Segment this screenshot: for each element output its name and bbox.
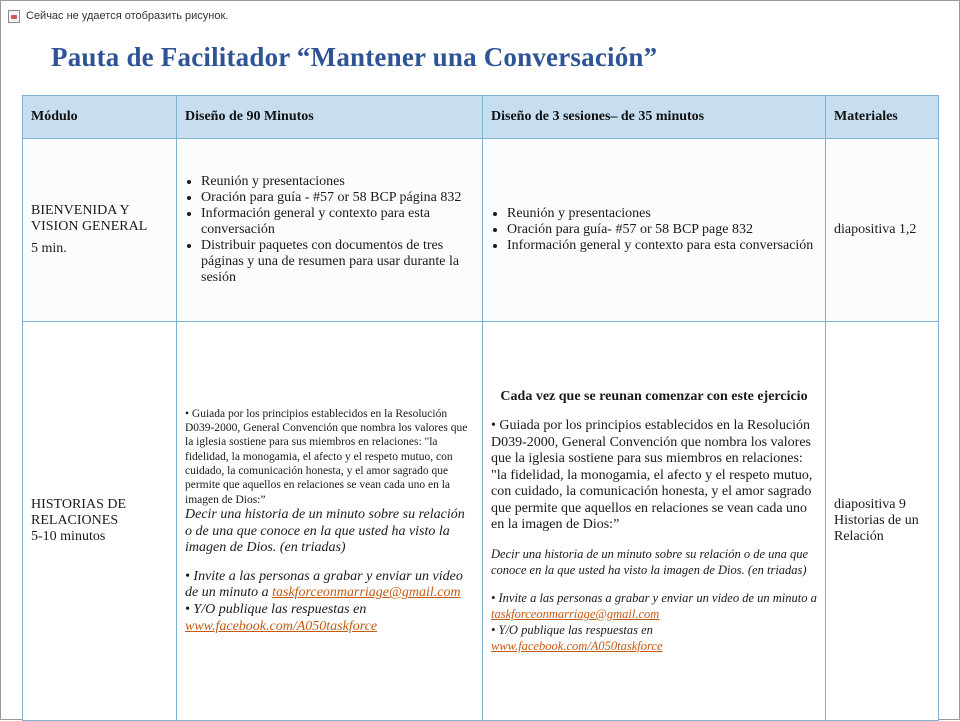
design-90-cell <box>177 322 483 721</box>
invite-text <box>185 569 474 602</box>
facilitator-table <box>22 95 939 721</box>
email-link[interactable]: taskforceonmarriage@gmail.com <box>272 585 461 601</box>
module-cell <box>23 322 177 721</box>
publish-text <box>185 602 474 635</box>
table-header-row <box>23 96 939 139</box>
principles-text: • Guiada por los principios establecidos en la Resolución D039-2000, General Convención que nombra los valores que la iglesia sostiene para sus miembros en relaciones: "la fidelidad, la monogamia, el afecto y el respeto mutuo, con cuidado, la comunicación honesta, y el amor sagrado que permite que aquellos en relaciones se vean cada uno en la imagen de Dios:” <box>185 407 468 506</box>
publish-text <box>491 622 817 654</box>
table-row <box>23 322 939 721</box>
broken-image-icon <box>8 10 20 23</box>
module-cell <box>23 139 177 322</box>
table-row <box>23 139 939 322</box>
session-heading: Cada vez que se reunan comenzar con este ejercicio <box>500 388 808 404</box>
email-link[interactable]: taskforceonmarriage@gmail.com <box>491 607 660 622</box>
story-prompt: Decir una historia de un minuto sobre su relación o de una que conoce en la que usted ha visto la imagen de Dios. (en triadas) <box>185 506 465 556</box>
broken-image-alt-text: Сейчас не удается отобразить рисунок. <box>26 10 229 22</box>
broken-image-placeholder <box>8 8 228 24</box>
list-item: • Oración para guía - #57 or 58 BCP página 832 <box>201 190 474 206</box>
header-materials: Materiales <box>826 96 939 139</box>
design-3-cell <box>483 322 826 721</box>
list-item: • Reunión y presentaciones <box>201 174 474 190</box>
facebook-link[interactable]: www.facebook.com/A050taskforce <box>185 618 378 634</box>
header-module: Módulo <box>23 96 177 139</box>
invite-label: • Invite a las personas a grabar y enviar un video de un minuto a <box>185 568 463 601</box>
facebook-link[interactable]: www.facebook.com/A050taskforce <box>491 639 663 654</box>
module-name: HISTORIAS DE RELACIONES <box>31 497 127 528</box>
design-3-cell <box>483 139 826 322</box>
invite-text <box>491 590 817 622</box>
story-prompt: Decir una historia de un minuto sobre su relación o de una que conoce en la que usted ha visto la imagen de Dios. (en triadas) <box>491 547 809 578</box>
module-duration: 5-10 minutos <box>31 529 106 544</box>
principles-text: • Guiada por los principios establecidos en la Resolución D039-2000, General Convención que nombra los valores que la iglesia sostiene para sus miembros en relaciones: "la fidelidad, la monogamia, el afecto y el respeto mutuo, con cuidado, la comunicación honesta, y el amor sagrado que permite que aquellos en relaciones se vean cada uno en la imagen de Dios:” <box>491 417 813 533</box>
list-item: • Reunión y presentaciones <box>507 206 817 222</box>
module-name: BIENVENIDA Y VISION GENERAL <box>31 203 148 234</box>
list-item: • Información general y contexto para esta conversación <box>507 238 817 254</box>
materials-cell: diapositiva 9 Historias de un Relación <box>826 322 939 721</box>
list-item: • Distribuir paquetes con documentos de tres páginas y una de resumen para usar durante la sesión <box>201 238 474 286</box>
page-title: Pauta de Facilitador “Mantener una Conversación” <box>51 42 658 72</box>
design-90-list <box>185 174 474 286</box>
publish-label: • Y/O publique las respuestas en <box>185 601 367 617</box>
header-design-90: Diseño de 90 Minutos <box>177 96 483 139</box>
header-design-3-sessions: Diseño de 3 sesiones– de 35 minutos <box>483 96 826 139</box>
invite-label: • Invite a las personas a grabar y enviar un video de un minuto a <box>491 591 817 606</box>
design-3-list <box>491 206 817 254</box>
list-item: • Información general y contexto para esta conversación <box>201 206 474 238</box>
publish-label: • Y/O publique las respuestas en <box>491 623 653 638</box>
list-item: • Oración para guía- #57 or 58 BCP page 832 <box>507 222 817 238</box>
materials-cell: diapositiva 1,2 <box>826 139 939 322</box>
design-90-cell <box>177 139 483 322</box>
module-duration: 5 min. <box>31 241 67 256</box>
